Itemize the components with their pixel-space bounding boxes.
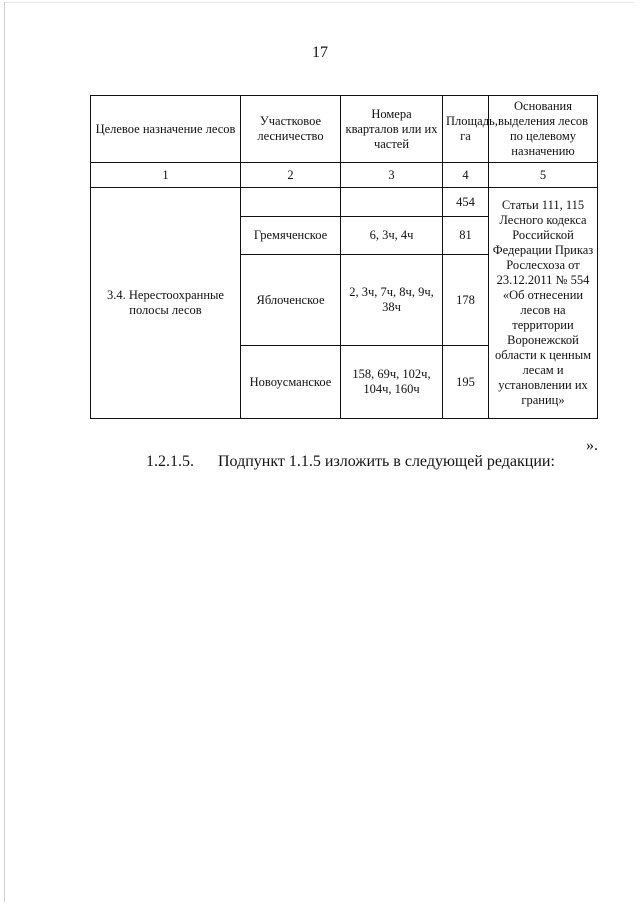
column-number: 4 bbox=[443, 163, 489, 188]
header-forestry: Участковое лесничество bbox=[241, 96, 341, 163]
header-quarters: Номера кварталов или их частей bbox=[341, 96, 443, 163]
forest-purpose-table bbox=[90, 95, 598, 419]
subpoint-number: 1.2.1.5. bbox=[146, 453, 194, 470]
column-number: 5 bbox=[489, 163, 598, 188]
forestry-cell: Гремяченское bbox=[241, 217, 341, 255]
subpoint-paragraph bbox=[146, 453, 555, 471]
area-cell: 178 bbox=[443, 255, 489, 346]
forestry-cell: Яблоченское bbox=[241, 255, 341, 346]
area-cell: 195 bbox=[443, 346, 489, 419]
quarters-cell: 6, 3ч, 4ч bbox=[341, 217, 443, 255]
header-purpose: Целевое назначение лесов bbox=[91, 96, 241, 163]
purpose-cell: 3.4. Нерестоохранные полосы лесов bbox=[91, 188, 241, 419]
basis-cell: Статьи 111, 115 Лесного кодекса Российской Федерации Приказ Рослесхоза от 23.12.2011 № 554 «Об отнесении лесов на территории Воронежской области к ценным лесам и установлении их границ» bbox=[489, 188, 598, 419]
page-number: 17 bbox=[312, 44, 328, 61]
empty-cell bbox=[341, 188, 443, 217]
subpoint-text: Подпункт 1.1.5 изложить в следующей редакции: bbox=[218, 453, 555, 470]
empty-cell bbox=[241, 188, 341, 217]
column-number: 1 bbox=[91, 163, 241, 188]
forestry-cell: Новоусманское bbox=[241, 346, 341, 419]
table-row bbox=[91, 188, 598, 217]
column-number: 3 bbox=[341, 163, 443, 188]
header-basis: Основания выделения лесов по целевому назначению bbox=[489, 96, 598, 163]
header-area: Площадь, га bbox=[443, 96, 489, 163]
total-area-cell: 454 bbox=[443, 188, 489, 217]
quarters-cell: 2, 3ч, 7ч, 8ч, 9ч, 38ч bbox=[341, 255, 443, 346]
quarters-cell: 158, 69ч, 102ч, 104ч, 160ч bbox=[341, 346, 443, 419]
table-header-row bbox=[91, 96, 598, 163]
closing-quote-mark: ». bbox=[586, 437, 598, 454]
column-number-row bbox=[91, 163, 598, 188]
column-number: 2 bbox=[241, 163, 341, 188]
area-cell: 81 bbox=[443, 217, 489, 255]
